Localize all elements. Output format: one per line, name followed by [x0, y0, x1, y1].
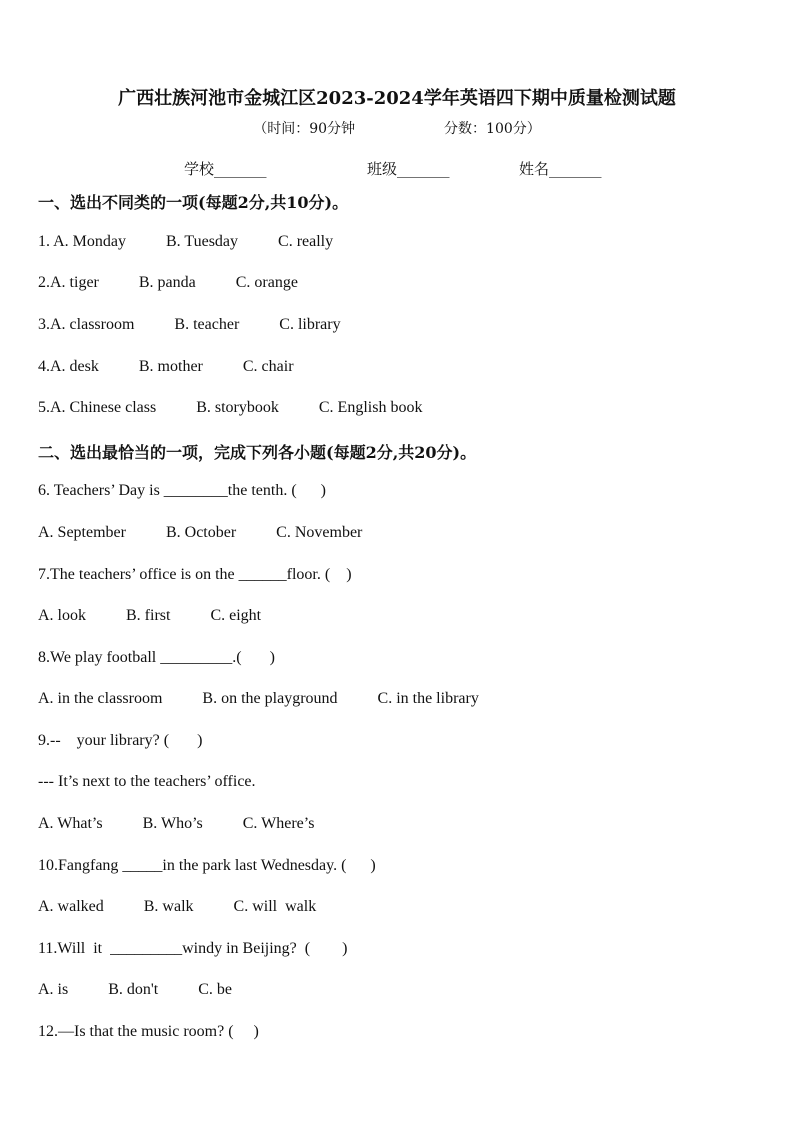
question-3: 3.A. classroom B. teacher C. library [38, 316, 341, 333]
question-9-reply: --- It’s next to the teachers’ office. [38, 773, 256, 790]
question-4: 4.A. desk B. mother C. chair [38, 358, 294, 375]
question-9-options: A. What’s B. Who’s C. Where’s [38, 815, 315, 832]
exam-title: 广西壮族河池市金城江区2023-2024学年英语四下期中质量检测试题 [118, 88, 676, 109]
question-11: 11.Will it _________windy in Beijing? ( ) [38, 940, 348, 957]
class-field[interactable]: 班级_______ [367, 160, 450, 178]
question-8: 8.We play football _________.( ) [38, 649, 275, 666]
name-field[interactable]: 姓名_______ [519, 160, 602, 178]
section1-heading: 一、选出不同类的一项(每题2分,共10分)。 [38, 193, 349, 212]
question-12: 12.—Is that the music room? ( ) [38, 1023, 259, 1040]
question-10-options: A. walked B. walk C. will walk [38, 898, 317, 915]
question-7: 7.The teachers’ office is on the ______floor. ( ) [38, 566, 352, 583]
question-9: 9.-- your library? ( ) [38, 732, 203, 749]
question-6-options: A. September B. October C. November [38, 524, 363, 541]
school-field[interactable]: 学校_______ [184, 160, 267, 178]
section2-heading: 二、选出最恰当的一项，完成下列各小题(每题2分,共20分)。 [38, 443, 477, 462]
question-7-options: A. look B. first C. eight [38, 607, 262, 624]
question-5: 5.A. Chinese class B. storybook C. English book [38, 399, 423, 416]
exam-subtitle: （时间：90分钟 分数：100分） [253, 121, 541, 137]
question-8-options: A. in the classroom B. on the playground C. in the library [38, 690, 479, 707]
question-2: 2.A. tiger B. panda C. orange [38, 274, 298, 291]
question-1: 1. A. Monday B. Tuesday C. really [38, 233, 334, 250]
question-6: 6. Teachers’ Day is ________the tenth. ( ) [38, 482, 326, 499]
question-11-options: A. is B. don't C. be [38, 981, 232, 998]
question-10: 10.Fangfang _____in the park last Wednesday. ( ) [38, 857, 376, 874]
